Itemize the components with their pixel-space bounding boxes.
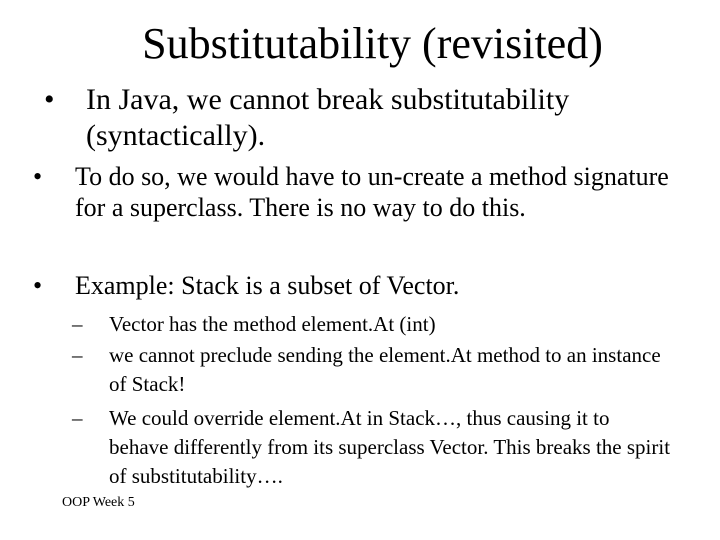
dash-item [72, 310, 672, 339]
bullet-text: To do so, we would have to un-create a method signature for a superclass. There is no way to do this. [75, 162, 669, 222]
sub-bullet-item [33, 270, 673, 301]
bullet-text: In Java, we cannot break substitutability (syntactically). [86, 83, 570, 152]
dash-marker: – [72, 343, 83, 367]
sub-bullet-item [33, 161, 673, 223]
bullet-marker: • [44, 83, 55, 116]
bullet-marker: • [33, 162, 43, 191]
dash-text: Vector has the method element.At (int) [109, 312, 436, 336]
dash-item [72, 404, 672, 491]
slide-title: Substitutability (revisited) [142, 19, 603, 68]
dash-marker: – [72, 312, 83, 336]
bullet-item [44, 82, 644, 154]
slide-footer: OOP Week 5 [62, 495, 135, 510]
dash-item [72, 341, 672, 399]
bullet-marker: • [33, 271, 43, 300]
dash-text: we cannot preclude sending the element.At method to an instance of Stack! [109, 343, 661, 396]
dash-text: We could override element.At in Stack…, thus causing it to behave differently from its superclass Vector. This breaks the spirit of substitutability…. [109, 406, 671, 488]
dash-marker: – [72, 406, 83, 430]
bullet-text: Example: Stack is a subset of Vector. [75, 271, 460, 300]
